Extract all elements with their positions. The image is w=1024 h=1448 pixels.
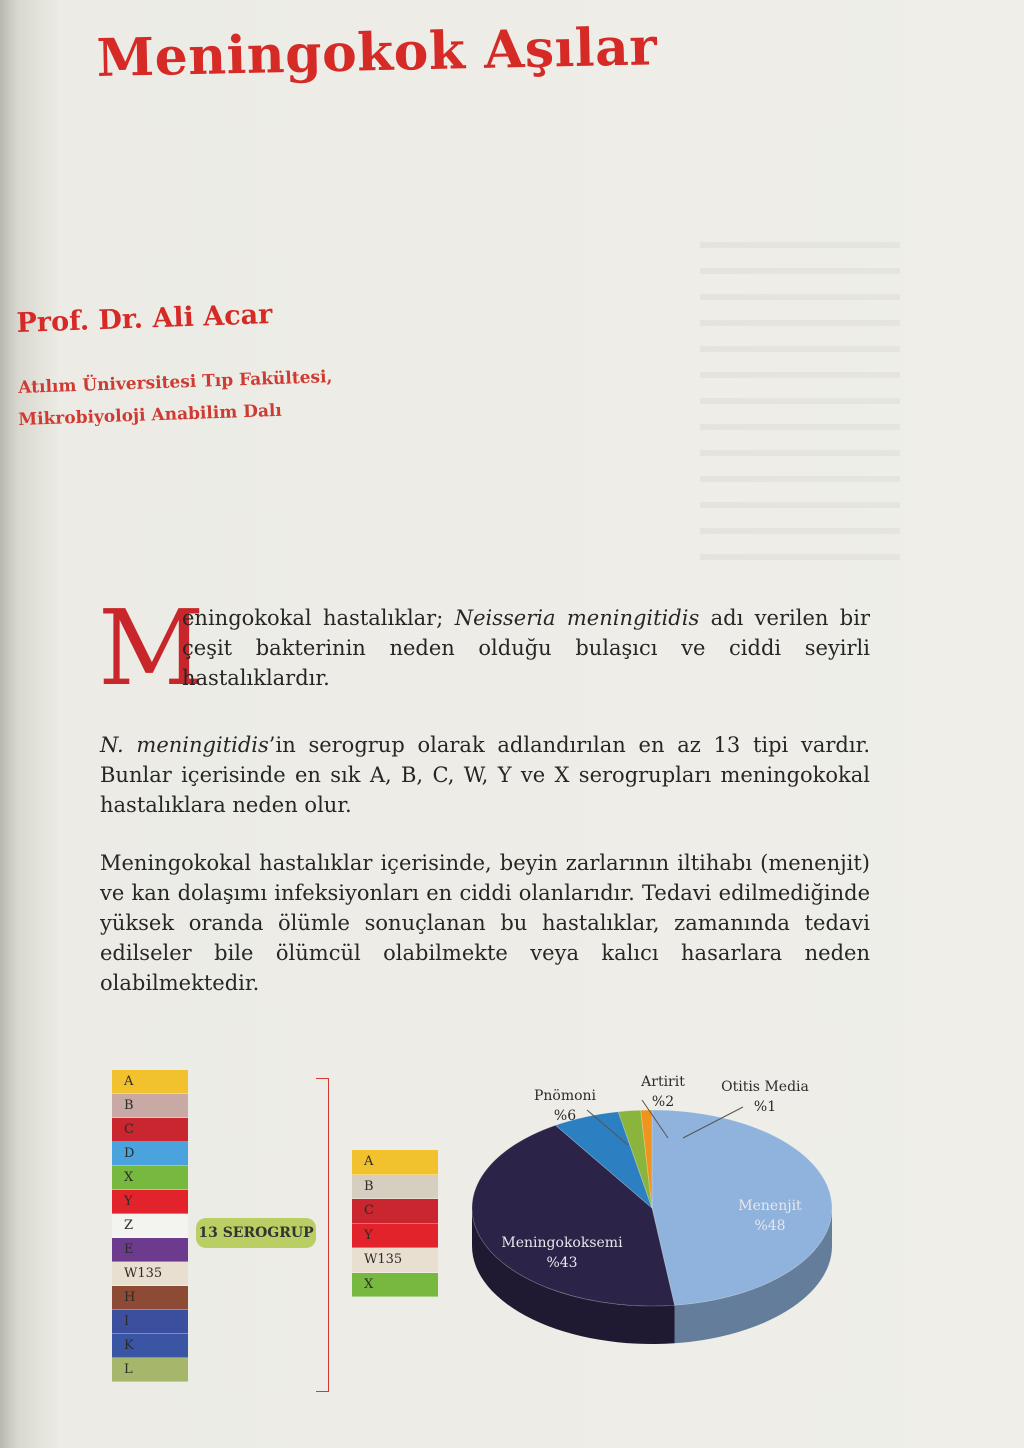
serogroup-cell-k: K [112, 1334, 188, 1358]
pie-label-otitis-media: Otitis Media [721, 1079, 809, 1095]
author-name: Prof. Dr. Ali Acar [16, 299, 273, 339]
pie-value-otitis-media: %1 [753, 1099, 777, 1115]
serogroup-cell-z: Z [112, 1214, 188, 1238]
common-serogroup-cell-x: X [352, 1273, 438, 1298]
paragraph-1 [100, 603, 870, 693]
serogroup-cell-x: X [112, 1166, 188, 1190]
common-serogroup-cell-c: C [352, 1199, 438, 1224]
serogroup-cell-h: H [112, 1286, 188, 1310]
pie-value-pnomoni: %6 [553, 1108, 577, 1124]
pie-value-meningokoksemi: %43 [546, 1255, 578, 1271]
p1-text-a: eningokokal hastalıklar; [182, 606, 455, 630]
disease-pie-chart [470, 1060, 890, 1390]
serogroup-cell-w135: W135 [112, 1262, 188, 1286]
common-serogroup-cell-w135: W135 [352, 1248, 438, 1273]
p1-species-name: Neisseria meningitidis [454, 606, 700, 630]
common-serogroup-cell-a: A [352, 1150, 438, 1175]
bleed-through-text [700, 240, 900, 560]
p1-text-c: adı verilen bir çeşit bakterinin neden olduğu bulaşıcı ve ciddi seyirli hastalıklardır. [182, 606, 870, 690]
serogroup-cell-c: C [112, 1118, 188, 1142]
serogroup-cell-i: I [112, 1310, 188, 1334]
affiliation-line-2: Mikrobiyoloji Anabilim Dalı [18, 400, 283, 430]
serogroup-cell-d: D [112, 1142, 188, 1166]
paragraph-2 [100, 730, 870, 820]
paragraph-3: Meningokokal hastalıklar içerisinde, beyin zarlarının iltihabı (menenjit) ve kan dolaşımı infeksiyonları en ciddi olanlarıdır. Tedavi edilmediğinde yüksek oranda ölümle sonuçlanan bu hastalıklar, zamanında tedavi edilseler bile ölümcül olabilmekte veya kalıcı hasarlara neden olabilmektedir. [100, 851, 870, 995]
common-serogroup-cell-b: B [352, 1175, 438, 1200]
pie-label-menenjit: Menenjit [738, 1198, 802, 1214]
page-title: Meningokok Aşılar [96, 16, 658, 89]
pie-label-pnomoni: Pnömoni [533, 1088, 597, 1104]
serogroup-count-badge: 13 SEROGRUP [196, 1218, 316, 1248]
p2-species-name: N. meningitidis [100, 733, 269, 757]
drop-cap: M [98, 587, 205, 709]
serogroup-cell-l: L [112, 1358, 188, 1382]
affiliation-line-1: Atılım Üniversitesi Tıp Fakültesi, [18, 367, 333, 398]
pie-label-meningokoksemi: Meningokoksemi [501, 1235, 623, 1251]
serogroup-cell-a: A [112, 1070, 188, 1094]
serogroup-cell-b: B [112, 1094, 188, 1118]
common-serogroup-cell-y: Y [352, 1224, 438, 1249]
bracket-line [316, 1078, 329, 1392]
pie-value-menenjit: %48 [754, 1218, 786, 1234]
pie-value-artirit: %2 [651, 1094, 675, 1110]
serogroup-list-common [352, 1150, 438, 1297]
serogroup-list-all [112, 1070, 188, 1382]
serogroup-cell-e: E [112, 1238, 188, 1262]
serogroup-cell-y: Y [112, 1190, 188, 1214]
pie-label-artirit: Artirit [641, 1074, 685, 1090]
p2-text: ’in serogrup olarak adlandırılan en az 13 tipi vardır. Bunlar içerisinde en sık A, B, C, W, Y ve X serogrupları meningokokal hastalıklara neden olur. [100, 733, 870, 817]
